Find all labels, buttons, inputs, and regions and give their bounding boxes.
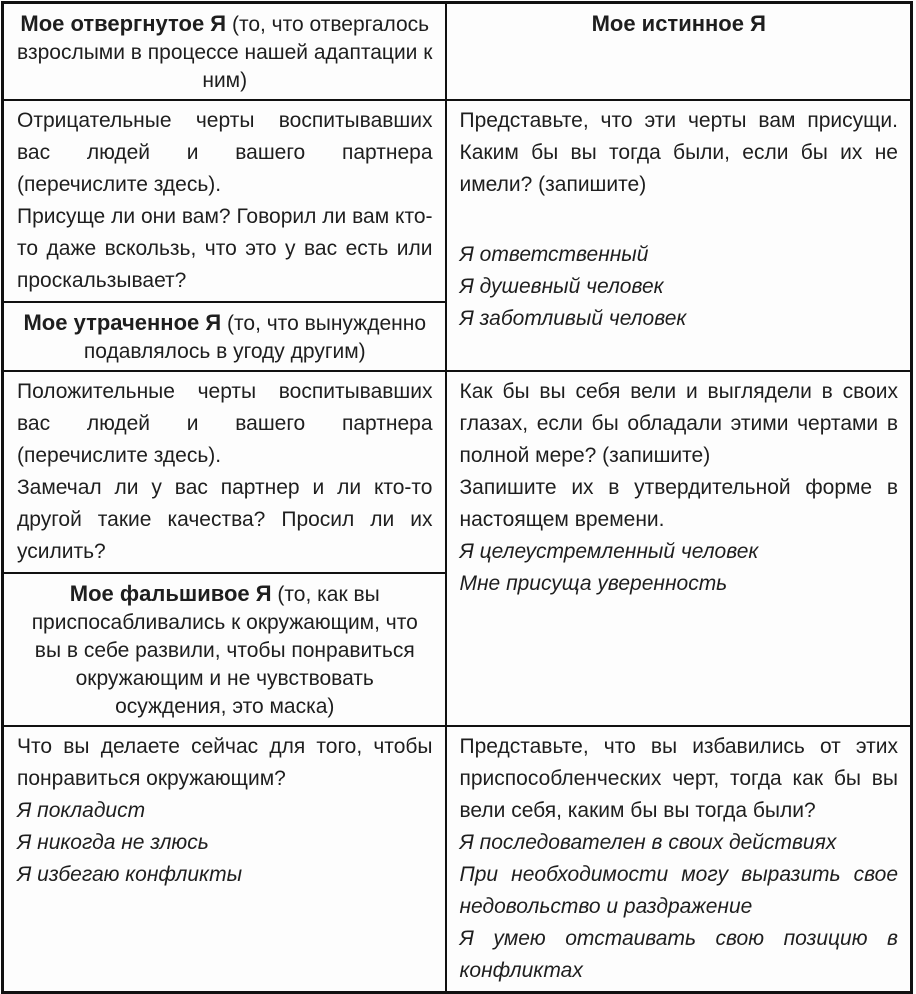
- false-prompt-paragraph: Что вы делаете сейчас для того, чтобы понравиться окружающим?: [17, 735, 433, 790]
- true-self-1-prompt: Представьте, что эти черты вам присущи. Каким бы вы тогда были, если бы их не имели? (запишите): [459, 109, 898, 196]
- rejected-prompt-paragraph-2: Присуще ли они вам? Говорил ли вам кто-то даже вскользь, что это у вас есть или проскальзывает?: [17, 205, 433, 292]
- true-self-title: Мое истинное Я: [591, 11, 766, 36]
- lost-self-header-text: [17, 309, 433, 366]
- lost-self-note: (то, что вынужденно подавлялось в угоду другим): [83, 312, 427, 363]
- cell-lost-prompt: [3, 371, 446, 573]
- true-self-2-instruction: Запишите их в утвердительной форме в настоящем времени.: [459, 476, 898, 531]
- rejected-self-header-text: [17, 10, 433, 95]
- cell-false-prompt: [3, 726, 446, 993]
- true-self-1-answer: Я душевный человек: [459, 275, 664, 298]
- true-self-2-answer: Мне присуща уверенность: [459, 572, 728, 595]
- true-self-3-answer: Я умею отстаивать свою позицию в конфликтах: [459, 927, 898, 982]
- lost-self-title: Мое утраченное Я: [23, 310, 222, 335]
- true-self-1-answer: Я ответственный: [459, 243, 649, 266]
- rejected-self-note: (то, что отвергалось взрослыми в процессе нашей адаптации к ним): [17, 13, 433, 92]
- cell-rejected-prompt: [3, 100, 446, 302]
- true-self-2-answer: Я целеустремленный человек: [459, 540, 759, 563]
- cell-true-self-answer-1: [446, 100, 912, 371]
- true-self-3-answer: Я последователен в своих действиях: [459, 831, 837, 854]
- cell-true-self-answer-2: [446, 371, 912, 726]
- cell-false-self-header: [3, 573, 446, 726]
- false-self-title: Мое фальшивое Я: [69, 581, 272, 606]
- lost-prompt-paragraph-2: Замечал ли у вас партнер и ли кто-то другой такие качества? Просил ли их усилить?: [17, 476, 433, 563]
- self-discovery-table: [1, 1, 913, 994]
- false-self-answer: Я избегаю конфликты: [17, 863, 243, 886]
- lost-prompt-paragraph-1: Положительные черты воспитывавших вас людей и вашего партнера (перечислите здесь).: [17, 380, 433, 467]
- true-self-3-prompt: Представьте, что вы избавились от этих приспособленческих черт, тогда как бы вы вели себя, каким бы вы тогда были?: [459, 735, 898, 822]
- cell-lost-self-header: [3, 302, 446, 371]
- true-self-header-text: [460, 10, 899, 39]
- true-self-2-prompt: Как бы вы себя вели и выглядели в своих глазах, если бы обладали этими чертами в полной мере? (запишите): [459, 380, 898, 467]
- cell-true-self-answer-3: [446, 726, 912, 993]
- false-self-note: (то, как вы приспосабливались к окружающим, что вы в себе развили, чтобы понравиться окружающим и не чувствовать осуждения, это маска): [31, 583, 418, 718]
- false-self-answer: Я никогда не злюсь: [17, 831, 209, 854]
- cell-rejected-self-header: [3, 3, 446, 101]
- false-self-answer: Я покладист: [17, 799, 146, 822]
- rejected-self-title: Мое отвергнутое Я: [20, 11, 227, 36]
- false-self-header-text: [17, 580, 433, 721]
- true-self-3-answer: При необходимости могу выразить свое недовольство и раздражение: [459, 863, 898, 918]
- rejected-prompt-paragraph-1: Отрицательные черты воспитывавших вас людей и вашего партнера (перечислите здесь).: [17, 109, 433, 196]
- cell-true-self-header: [446, 3, 912, 101]
- true-self-1-answer: Я заботливый человек: [459, 307, 687, 330]
